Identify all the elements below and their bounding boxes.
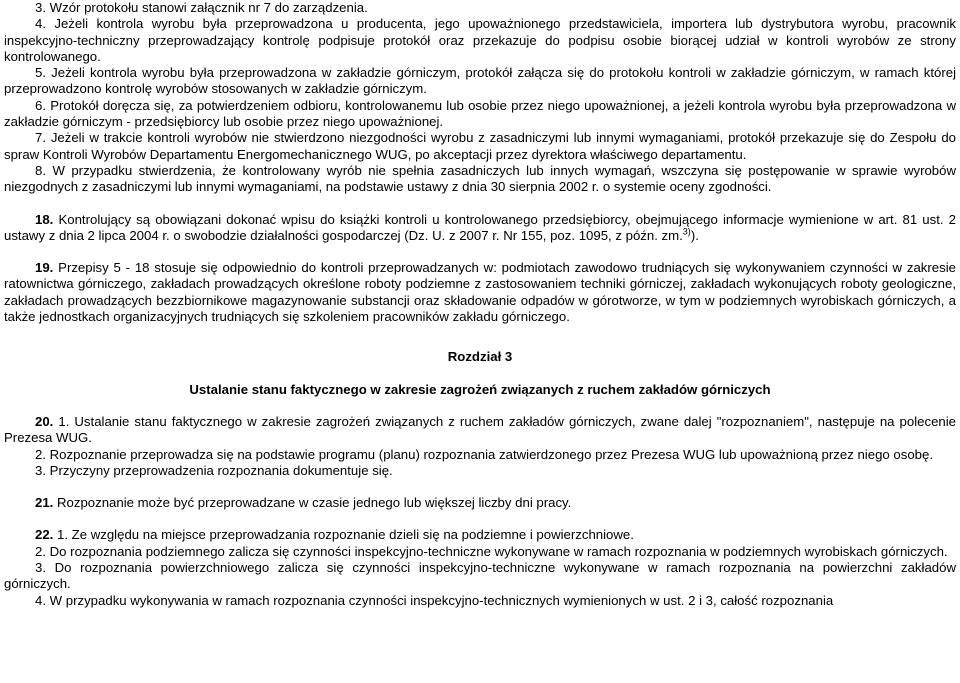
section-18-end: ). bbox=[690, 227, 699, 243]
section-20-number: 20. bbox=[35, 413, 54, 429]
paragraph-3: 3. Wzór protokołu stanowi załącznik nr 7 do zarządzenia. bbox=[35, 0, 368, 15]
spacer bbox=[4, 366, 956, 382]
paragraph-8: 8. W przypadku stwierdzenia, że kontrolowany wyrób nie spełnia zasadniczych lub innych wymagań, wszczyna się postępowanie w sprawie wyrobów niezgodnych z zasadniczymi lub innymi wymaganiami, na podstawie ustawy z dnia 30 sierpnia 2002 r. o systemie oceny zgodności. bbox=[4, 162, 956, 195]
section-20-p3: 3. Przyczyny przeprowadzenia rozpoznania dokumentuje się. bbox=[35, 462, 393, 478]
section-19 bbox=[4, 260, 956, 325]
section-21-number: 21. bbox=[35, 495, 54, 511]
section-18-number: 18. bbox=[35, 211, 54, 227]
section-18 bbox=[4, 212, 956, 245]
section-21-text: Rozpoznanie może być przeprowadzane w czasie jednego lub większej liczby dni pracy. bbox=[53, 495, 572, 511]
chapter-title: Ustalanie stanu faktycznego w zakresie zagrożeń związanych z ruchem zakładów górniczych bbox=[189, 381, 771, 397]
spacer bbox=[4, 341, 956, 349]
paragraph-6: 6. Protokół doręcza się, za potwierdzeniem odbioru, kontrolowanemu lub osobie przez niego upoważnionej, a jeżeli kontrola wyrobu była przeprowadzona w zakładzie górniczym - przedsiębiorcy lub osobie przez niego upoważnionej. bbox=[4, 97, 956, 130]
section-22-number: 22. bbox=[35, 527, 54, 543]
document-page bbox=[4, 0, 956, 609]
section-22-p2: 2. Do rozpoznania podziemnego zalicza się czynności inspekcyjno-techniczne wykonywane w ramach rozpoznania w podziemnych wyrobiskach górniczych. bbox=[35, 543, 948, 559]
section-20 bbox=[4, 414, 956, 447]
spacer bbox=[4, 479, 956, 495]
paragraph-4: 4. Jeżeli kontrola wyrobu była przeprowadzona u producenta, jego upoważnionego przedstawiciela, importera lub dystrybutora wyrobu, pracownik inspekcyjno-techniczny przeprowadzający kontrolę podpisuje protokół oraz przekazuje do podpisu osobie biorącej udział w kontroli wyrobów ze strony kontrolowanego. bbox=[4, 16, 956, 64]
section-22-text: 1. Ze względu na miejsce przeprowadzania rozpoznanie dzieli się na podziemne i powierzchniowe. bbox=[53, 527, 634, 543]
section-20-p2: 2. Rozpoznanie przeprowadza się na podstawie programu (planu) rozpoznania zatwierdzonego przez Prezesa WUG lub upoważnioną przez niego osobę. bbox=[35, 446, 933, 462]
section-18-text: Kontrolujący są obowiązani dokonać wpisu do książki kontroli u kontrolowanego przedsiębiorcy, obejmującego informacje wymienione w art. 81 ust. 2 ustawy z dnia 2 lipca 2004 r. o swobodzie działalności gospodarczej (Dz. U. z 2007 r. Nr 155, poz. 1095, z późn. zm. bbox=[4, 211, 956, 243]
section-19-number: 19. bbox=[35, 260, 54, 276]
section-19-text: Przepisy 5 - 18 stosuje się odpowiednio do kontroli przeprowadzanych w: podmiotach zawodowo trudniących się wykonywaniem czynności w zakresie ratownictwa górniczego, zakładach prowadzących określone roboty podziemne z zastosowaniem techniki górniczej, zakładach wykonujących roboty geologiczne, zakładach prowadzących bezzbiornikowe magazynowanie substancji oraz składowanie odpadów w górotworze, w tym w podziemnych wyrobiskach górniczych, a także jednostkach organizacyjnych trudniących się szkoleniem pracowników zakładu górniczego. bbox=[4, 260, 956, 325]
section-22-p4: 4. W przypadku wykonywania w ramach rozpoznania czynności inspekcyjno-technicznych wymienionych w ust. 2 i 3, całość rozpoznania bbox=[35, 592, 834, 608]
spacer bbox=[4, 325, 956, 341]
spacer bbox=[4, 244, 956, 260]
spacer bbox=[4, 511, 956, 527]
paragraph-5: 5. Jeżeli kontrola wyrobu była przeprowadzona w zakładzie górniczym, protokół załącza się do protokołu kontroli w zakładzie górniczym, w ramach której przeprowadzono kontrolę wyrobów stosowanych w zakładzie górniczym. bbox=[4, 65, 956, 97]
chapter-heading: Rozdział 3 bbox=[447, 349, 513, 365]
footnote-ref: 3) bbox=[682, 226, 691, 237]
spacer bbox=[4, 398, 956, 414]
spacer bbox=[4, 196, 956, 212]
section-22 bbox=[4, 527, 956, 543]
section-21 bbox=[4, 495, 956, 511]
section-20-text: 1. Ustalanie stanu faktycznego w zakresie zagrożeń związanych z ruchem zakładów górniczych, zwane dalej "rozpoznaniem", następuje na polecenie Prezesa WUG. bbox=[4, 413, 956, 446]
section-22-p3: 3. Do rozpoznania powierzchniowego zalicza się czynności inspekcyjno-techniczne wykonywane w ramach rozpoznania na powierzchni zakładów górniczych. bbox=[4, 560, 956, 592]
paragraph-7: 7. Jeżeli w trakcie kontroli wyrobów nie stwierdzono niezgodności wyrobu z zasadniczymi lub innymi wymaganiami, protokół przekazuje się do Zespołu do spraw Kontroli Wyrobów Departamentu Energomechanicznego WUG, po akceptacji przez dyrektora właściwego departamentu. bbox=[4, 130, 956, 162]
